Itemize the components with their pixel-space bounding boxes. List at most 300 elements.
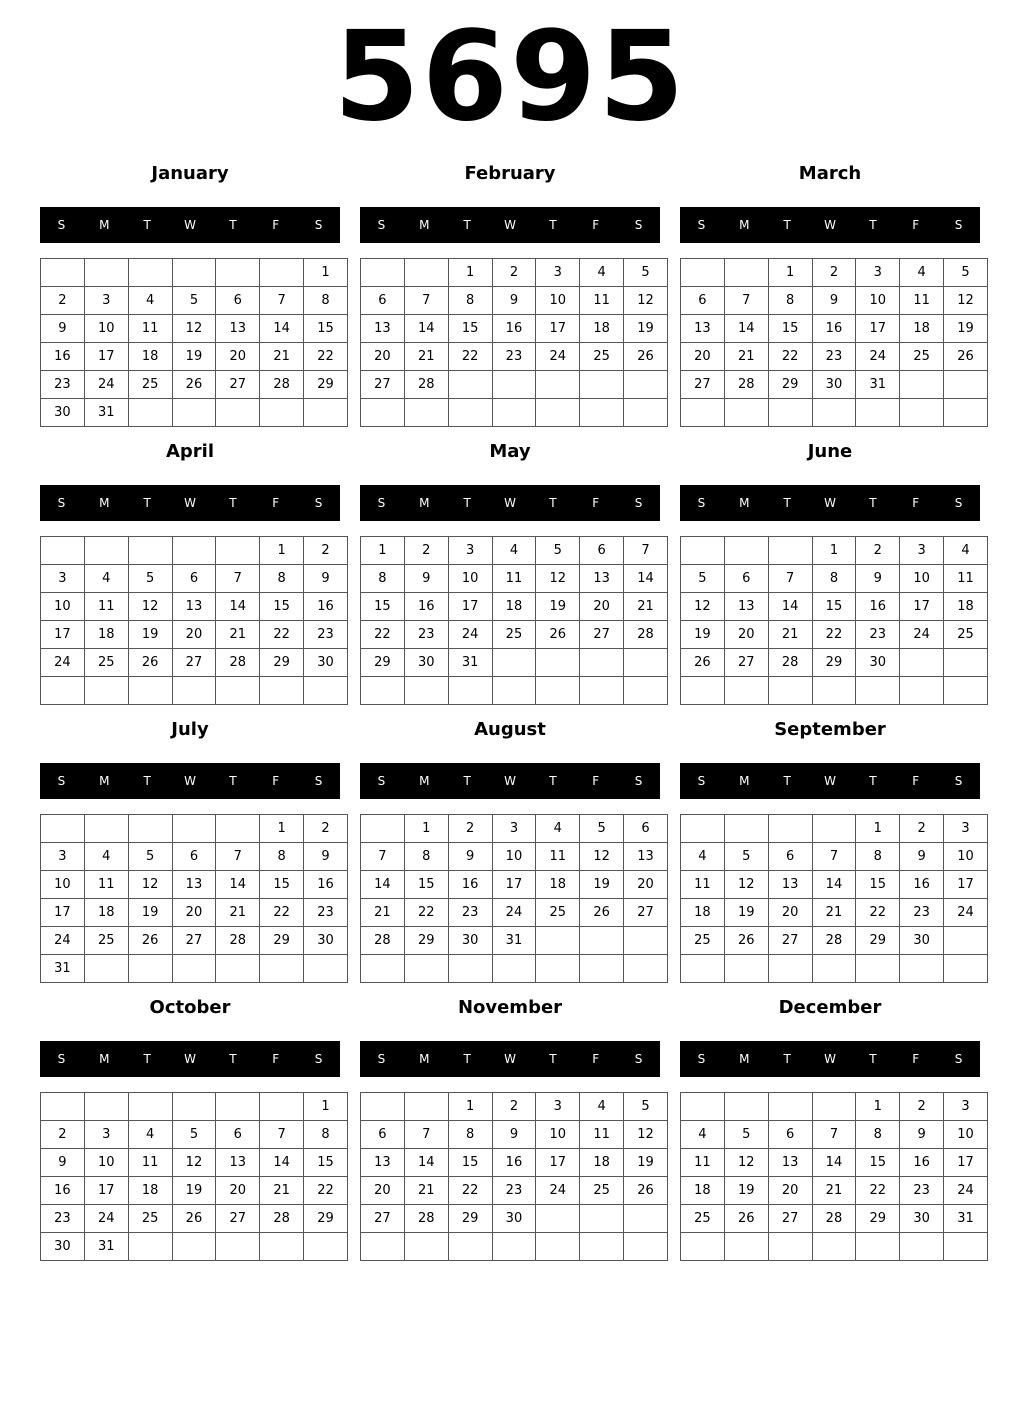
week-row	[41, 927, 348, 955]
day-cell	[580, 927, 624, 955]
day-cell: 30	[304, 649, 348, 677]
day-cell: 16	[41, 343, 85, 371]
weekday-label: T	[549, 1052, 557, 1066]
weekday-label: M	[99, 496, 110, 510]
day-cell	[681, 677, 725, 705]
day-cell: 11	[900, 287, 944, 315]
week-row	[681, 1121, 988, 1149]
weekday-label: T	[869, 218, 877, 232]
week-row	[361, 537, 668, 565]
weekday-header	[680, 207, 980, 243]
day-cell: 27	[681, 371, 725, 399]
day-cell: 20	[580, 593, 624, 621]
day-cell: 23	[304, 621, 348, 649]
day-cell: 19	[536, 593, 580, 621]
day-cell: 13	[361, 1149, 405, 1177]
day-cell: 17	[84, 1177, 128, 1205]
week-row	[361, 343, 668, 371]
day-cell: 26	[724, 1205, 768, 1233]
week-row	[41, 287, 348, 315]
day-cell: 15	[812, 593, 856, 621]
month-title: June	[807, 441, 853, 462]
weekday-header	[680, 1041, 980, 1077]
day-cell: 9	[492, 287, 536, 315]
day-cell: 24	[900, 621, 944, 649]
day-grid	[40, 258, 348, 427]
week-row	[681, 899, 988, 927]
weekday-label: F	[272, 1052, 280, 1066]
day-cell: 15	[768, 315, 812, 343]
day-cell	[580, 649, 624, 677]
day-cell	[260, 1233, 304, 1261]
weekday-label: M	[419, 1052, 430, 1066]
weekday-label: S	[634, 774, 643, 788]
week-row	[361, 843, 668, 871]
day-cell: 7	[724, 287, 768, 315]
day-cell: 26	[624, 1177, 668, 1205]
week-row	[681, 343, 988, 371]
day-cell: 12	[128, 593, 172, 621]
weekday-header	[360, 763, 660, 799]
day-cell: 3	[944, 815, 988, 843]
day-cell: 14	[812, 871, 856, 899]
day-cell: 22	[260, 899, 304, 927]
weekday-header	[360, 1041, 660, 1077]
day-cell: 18	[492, 593, 536, 621]
day-cell	[681, 1233, 725, 1261]
day-cell	[536, 1205, 580, 1233]
day-cell: 26	[681, 649, 725, 677]
week-row	[361, 649, 668, 677]
weekday-label: S	[634, 1052, 643, 1066]
day-cell: 5	[128, 565, 172, 593]
day-cell: 25	[900, 343, 944, 371]
day-cell: 12	[172, 315, 216, 343]
day-cell: 25	[580, 1177, 624, 1205]
weekday-label: T	[869, 496, 877, 510]
day-cell: 25	[944, 621, 988, 649]
day-cell: 24	[536, 1177, 580, 1205]
day-cell: 11	[84, 871, 128, 899]
weekday-label: W	[824, 774, 836, 788]
day-cell: 18	[128, 1177, 172, 1205]
week-row	[361, 815, 668, 843]
day-cell: 20	[361, 343, 405, 371]
day-cell	[448, 399, 492, 427]
week-row	[361, 927, 668, 955]
day-cell: 6	[172, 843, 216, 871]
day-cell	[724, 259, 768, 287]
week-row	[361, 899, 668, 927]
day-cell	[304, 955, 348, 983]
day-cell	[681, 399, 725, 427]
day-cell	[724, 399, 768, 427]
day-cell: 17	[944, 871, 988, 899]
day-cell: 30	[404, 649, 448, 677]
day-cell	[536, 399, 580, 427]
day-grid	[680, 536, 988, 705]
day-grid	[360, 536, 668, 705]
week-row	[681, 315, 988, 343]
weekday-label: M	[739, 774, 750, 788]
day-cell: 31	[492, 927, 536, 955]
weekday-label: M	[99, 774, 110, 788]
day-cell	[900, 371, 944, 399]
day-cell	[900, 1233, 944, 1261]
week-row	[41, 621, 348, 649]
day-cell: 18	[681, 899, 725, 927]
weekday-label: S	[954, 496, 963, 510]
day-cell: 22	[856, 1177, 900, 1205]
day-cell: 18	[900, 315, 944, 343]
day-cell: 19	[172, 343, 216, 371]
day-cell: 19	[128, 621, 172, 649]
day-cell: 12	[624, 287, 668, 315]
weekday-label: T	[229, 1052, 237, 1066]
day-cell: 14	[724, 315, 768, 343]
weekday-label: F	[912, 1052, 920, 1066]
day-cell: 17	[856, 315, 900, 343]
day-cell: 19	[172, 1177, 216, 1205]
day-cell	[812, 1093, 856, 1121]
day-cell	[812, 955, 856, 983]
weekday-label: S	[954, 1052, 963, 1066]
day-cell	[724, 1233, 768, 1261]
day-cell: 15	[260, 871, 304, 899]
day-cell	[361, 815, 405, 843]
day-cell: 31	[944, 1205, 988, 1233]
weekday-label: M	[739, 1052, 750, 1066]
day-cell: 8	[260, 565, 304, 593]
day-cell: 24	[856, 343, 900, 371]
week-row	[41, 871, 348, 899]
day-cell	[128, 1093, 172, 1121]
day-cell	[536, 955, 580, 983]
day-cell: 10	[944, 1121, 988, 1149]
day-cell: 24	[84, 371, 128, 399]
day-cell: 4	[681, 1121, 725, 1149]
week-row	[41, 1149, 348, 1177]
weekday-label: S	[57, 1052, 66, 1066]
day-cell: 21	[260, 343, 304, 371]
week-row	[681, 399, 988, 427]
weekday-label: T	[783, 1052, 791, 1066]
day-cell: 23	[448, 899, 492, 927]
day-cell	[216, 677, 260, 705]
day-cell: 31	[448, 649, 492, 677]
day-cell: 28	[624, 621, 668, 649]
weekday-label: T	[143, 496, 151, 510]
day-cell: 15	[448, 315, 492, 343]
day-cell: 8	[448, 287, 492, 315]
day-cell: 6	[580, 537, 624, 565]
week-row	[361, 1121, 668, 1149]
weekday-label: S	[697, 496, 706, 510]
day-cell: 30	[41, 399, 85, 427]
day-cell: 6	[681, 287, 725, 315]
week-row	[361, 1233, 668, 1261]
day-cell	[84, 815, 128, 843]
day-cell: 5	[624, 1093, 668, 1121]
weekday-label: F	[592, 774, 600, 788]
day-cell	[84, 1093, 128, 1121]
day-cell	[492, 399, 536, 427]
month-title: July	[171, 719, 209, 740]
weekday-label: F	[592, 1052, 600, 1066]
day-cell: 7	[812, 843, 856, 871]
day-cell	[944, 927, 988, 955]
day-cell: 9	[812, 287, 856, 315]
day-cell: 5	[536, 537, 580, 565]
week-row	[41, 815, 348, 843]
day-cell: 2	[448, 815, 492, 843]
day-cell	[260, 1093, 304, 1121]
day-cell: 27	[724, 649, 768, 677]
day-cell	[624, 649, 668, 677]
day-cell: 19	[624, 315, 668, 343]
day-cell: 10	[492, 843, 536, 871]
day-cell	[172, 537, 216, 565]
day-cell: 8	[812, 565, 856, 593]
day-cell: 11	[681, 871, 725, 899]
day-cell: 18	[944, 593, 988, 621]
weekday-label: T	[463, 1052, 471, 1066]
weekday-label: S	[697, 1052, 706, 1066]
day-cell	[681, 259, 725, 287]
week-row	[681, 649, 988, 677]
weekday-label: W	[184, 1052, 196, 1066]
day-cell: 2	[492, 259, 536, 287]
weekday-label: S	[634, 218, 643, 232]
weekday-label: T	[463, 774, 471, 788]
day-cell: 7	[260, 287, 304, 315]
day-cell: 28	[724, 371, 768, 399]
day-cell	[260, 399, 304, 427]
week-row	[41, 371, 348, 399]
day-cell: 2	[41, 287, 85, 315]
day-cell	[580, 677, 624, 705]
day-cell	[536, 677, 580, 705]
day-cell: 9	[856, 565, 900, 593]
week-row	[681, 677, 988, 705]
week-row	[361, 593, 668, 621]
day-cell: 7	[260, 1121, 304, 1149]
day-cell	[128, 677, 172, 705]
day-cell: 22	[304, 1177, 348, 1205]
day-cell: 1	[856, 815, 900, 843]
week-row	[361, 677, 668, 705]
weekday-label: M	[739, 218, 750, 232]
day-cell: 10	[944, 843, 988, 871]
day-grid	[40, 814, 348, 983]
day-cell: 4	[944, 537, 988, 565]
week-row	[361, 1177, 668, 1205]
weekday-label: T	[869, 774, 877, 788]
day-cell: 27	[172, 927, 216, 955]
week-row	[681, 371, 988, 399]
day-cell: 9	[492, 1121, 536, 1149]
day-grid	[360, 814, 668, 983]
week-row	[41, 399, 348, 427]
day-cell	[580, 399, 624, 427]
day-cell	[812, 677, 856, 705]
day-cell: 3	[492, 815, 536, 843]
day-cell: 3	[856, 259, 900, 287]
day-cell: 24	[944, 899, 988, 927]
weekday-header	[40, 207, 340, 243]
day-cell: 27	[768, 927, 812, 955]
day-cell: 6	[216, 1121, 260, 1149]
day-cell	[944, 649, 988, 677]
week-row	[681, 871, 988, 899]
day-cell	[304, 399, 348, 427]
day-cell: 16	[900, 871, 944, 899]
day-cell: 14	[216, 593, 260, 621]
week-row	[681, 593, 988, 621]
day-cell: 22	[361, 621, 405, 649]
day-cell: 31	[856, 371, 900, 399]
day-cell: 21	[404, 1177, 448, 1205]
day-cell: 18	[84, 899, 128, 927]
day-cell	[944, 1233, 988, 1261]
day-cell: 14	[260, 1149, 304, 1177]
day-cell: 11	[944, 565, 988, 593]
day-cell: 14	[404, 315, 448, 343]
day-cell: 12	[724, 1149, 768, 1177]
day-cell: 29	[768, 371, 812, 399]
day-cell: 13	[624, 843, 668, 871]
day-cell: 4	[492, 537, 536, 565]
day-cell	[768, 677, 812, 705]
day-cell: 11	[580, 1121, 624, 1149]
week-row	[681, 1149, 988, 1177]
day-cell: 28	[768, 649, 812, 677]
day-cell: 4	[580, 259, 624, 287]
day-cell: 4	[580, 1093, 624, 1121]
day-cell	[361, 1233, 405, 1261]
month-title: September	[774, 719, 886, 740]
day-grid	[680, 814, 988, 983]
day-cell: 14	[361, 871, 405, 899]
day-cell	[681, 537, 725, 565]
day-cell	[856, 677, 900, 705]
day-cell	[216, 815, 260, 843]
weekday-label: F	[912, 774, 920, 788]
day-cell: 11	[128, 315, 172, 343]
day-cell: 17	[492, 871, 536, 899]
week-row	[41, 1121, 348, 1149]
week-row	[361, 955, 668, 983]
day-cell	[404, 399, 448, 427]
day-cell	[856, 1233, 900, 1261]
day-cell: 1	[812, 537, 856, 565]
day-cell: 31	[84, 399, 128, 427]
day-cell: 30	[900, 1205, 944, 1233]
day-cell: 4	[536, 815, 580, 843]
day-cell: 3	[536, 1093, 580, 1121]
day-cell: 5	[580, 815, 624, 843]
month-title: May	[489, 441, 531, 462]
weekday-label: M	[99, 1052, 110, 1066]
weekday-label: S	[954, 774, 963, 788]
weekday-header	[680, 485, 980, 521]
weekday-label: T	[549, 774, 557, 788]
day-cell	[448, 955, 492, 983]
day-cell: 12	[128, 871, 172, 899]
day-cell: 6	[361, 287, 405, 315]
day-cell: 29	[856, 927, 900, 955]
week-row	[681, 1233, 988, 1261]
weekday-label: T	[229, 774, 237, 788]
day-cell: 30	[492, 1205, 536, 1233]
day-cell: 22	[404, 899, 448, 927]
day-cell: 3	[900, 537, 944, 565]
day-cell	[944, 955, 988, 983]
day-cell: 20	[624, 871, 668, 899]
day-cell: 21	[724, 343, 768, 371]
weekday-label: S	[377, 1052, 386, 1066]
day-cell: 18	[580, 1149, 624, 1177]
day-cell	[84, 955, 128, 983]
day-cell: 13	[724, 593, 768, 621]
day-cell	[404, 1093, 448, 1121]
week-row	[41, 259, 348, 287]
day-cell: 19	[724, 899, 768, 927]
day-cell: 13	[768, 871, 812, 899]
day-cell: 21	[404, 343, 448, 371]
weekday-label: W	[184, 774, 196, 788]
weekday-label: W	[504, 1052, 516, 1066]
day-cell: 15	[856, 1149, 900, 1177]
day-cell: 9	[900, 1121, 944, 1149]
day-cell: 20	[216, 343, 260, 371]
day-cell: 4	[84, 565, 128, 593]
day-cell	[404, 955, 448, 983]
day-cell: 24	[84, 1205, 128, 1233]
day-cell	[404, 1233, 448, 1261]
week-row	[361, 1205, 668, 1233]
day-cell: 26	[724, 927, 768, 955]
day-cell	[812, 399, 856, 427]
day-cell: 22	[768, 343, 812, 371]
weekday-header	[40, 1041, 340, 1077]
weekday-label: W	[824, 496, 836, 510]
day-cell: 27	[172, 649, 216, 677]
day-cell: 16	[492, 315, 536, 343]
week-row	[681, 1177, 988, 1205]
day-cell: 13	[768, 1149, 812, 1177]
day-cell: 8	[856, 843, 900, 871]
day-cell: 23	[900, 899, 944, 927]
weekday-label: M	[419, 496, 430, 510]
day-cell: 25	[128, 371, 172, 399]
day-cell: 21	[216, 899, 260, 927]
weekday-label: M	[419, 774, 430, 788]
day-cell	[41, 259, 85, 287]
weekday-label: T	[783, 496, 791, 510]
weekday-label: S	[377, 218, 386, 232]
day-cell: 12	[172, 1149, 216, 1177]
day-cell: 29	[448, 1205, 492, 1233]
day-cell: 23	[492, 1177, 536, 1205]
day-cell: 9	[41, 315, 85, 343]
weekday-label: S	[377, 496, 386, 510]
day-cell: 22	[856, 899, 900, 927]
day-cell	[172, 399, 216, 427]
day-cell: 13	[172, 593, 216, 621]
day-cell: 23	[812, 343, 856, 371]
day-cell	[492, 1233, 536, 1261]
